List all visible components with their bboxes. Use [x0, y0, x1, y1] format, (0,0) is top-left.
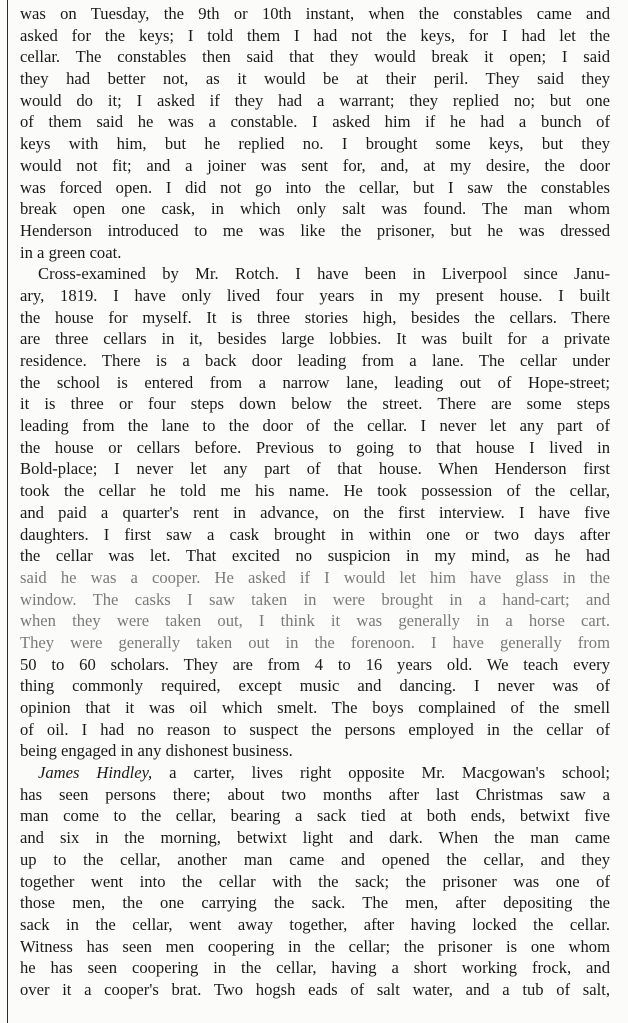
article-column	[20, 3, 610, 1001]
article-line: would do it; I asked if they had a warrant; they replied no; but one	[20, 90, 610, 110]
article-line: was on Tuesday, the 9th or 10th instant, when the constables came and	[20, 4, 610, 23]
article-line: 50 to 60 scholars. They are from 4 to 16 years old. We teach every	[20, 654, 610, 674]
article-line: window. The casks I saw taken in were brought in a hand-cart; and	[20, 589, 610, 609]
article-line: Bold-place; I never let any part of that house. When Henderson first	[20, 459, 610, 479]
article-line: in a green coat.	[20, 242, 122, 262]
article-body-part-2	[20, 784, 610, 1001]
article-line: keys with him, but he replied no. I brought some keys, but they	[20, 134, 610, 154]
article-line: when they were taken out, I think it was generally in a horse cart.	[20, 611, 610, 631]
article-line: would not fit; and a joiner was sent for, and, at my desire, the door	[20, 155, 610, 175]
article-line: the cellar was let. That excited no suspicion in my mind, as he had	[20, 546, 610, 566]
article-line: man come to the cellar, bearing a sack tied at both ends, betwixt five	[20, 806, 610, 826]
article-line: thing commonly required, except music and dancing. I never was of	[20, 676, 610, 696]
article-line: Witness has seen men coopering in the cellar; the prisoner is one whom	[20, 936, 610, 956]
article-line: and six in the morning, betwixt light and dark. When the man came	[20, 828, 610, 848]
article-line: took the cellar he told me his name. He took possession of the cellar,	[20, 481, 610, 501]
article-line: it is three or four steps down below the street. There are some steps	[20, 394, 610, 414]
article-line: up to the cellar, another man came and opened the cellar, and they	[20, 849, 610, 869]
article-line: has seen persons there; about two months after last Christmas saw a	[20, 784, 610, 804]
article-line: Cross-examined by Mr. Rotch. I have been in Liverpool since Janu-	[38, 264, 610, 284]
article-line: the school is entered from a narrow lane, leading out of Hope-street;	[20, 372, 610, 392]
article-line: said he was a cooper. He asked if I would let him have glass in the	[20, 567, 610, 587]
article-line: sack in the cellar, went away together, after having locked the cellar.	[20, 914, 610, 934]
article-line: over it a cooper's brat. Two hogsh eads of salt water, and a tub of salt,	[20, 979, 610, 999]
witness-name: James Hindley,	[38, 763, 153, 783]
article-line: was forced open. I did not go into the cellar, but I saw the constables	[20, 177, 610, 197]
article-line: ary, 1819. I have only lived four years in my present house. I built	[20, 285, 610, 305]
article-line: They were generally taken out in the forenoon. I have generally from	[20, 632, 610, 652]
article-line: daughters. I first saw a cask brought in within one or two days after	[20, 524, 610, 544]
article-body-part-1	[20, 3, 610, 762]
article-line: asked for the keys; I told them I had not the keys, for I had let the	[20, 25, 610, 45]
article-line: of oil. I had no reason to suspect the persons employed in the cellar of	[20, 719, 610, 739]
article-line: the house or cellars before. Previous to going to that house I lived in	[20, 437, 610, 457]
article-line: cellar. The constables then said that they would break it open; I said	[20, 47, 610, 67]
article-line: of them said he was a constable. I asked him if he had a bunch of	[20, 112, 610, 132]
article-line: opinion that it was oil which smelt. The boys complained of the smell	[20, 698, 610, 717]
article-line: he has seen coopering in the cellar, having a short working frock, and	[20, 958, 610, 978]
article-line: break open one cask, in which only salt was found. The man whom	[20, 199, 610, 219]
article-line	[20, 762, 610, 784]
article-line: those men, the one carrying the sack. The men, after depositing the	[20, 893, 610, 913]
article-line: Henderson introduced to me was like the prisoner, but he was dressed	[20, 220, 610, 240]
article-line: together went into the cellar with the sack; the prisoner was one of	[20, 871, 610, 891]
article-line: and paid a quarter's rent in advance, on the first interview. I have five	[20, 502, 610, 522]
article-line: residence. There is a back door leading from a lane. The cellar under	[20, 351, 610, 370]
article-line: they had better not, as it would be at their peril. They said they	[20, 69, 610, 89]
witness-intro: a carter, lives right opposite Mr. Macgowan's school;	[152, 763, 610, 783]
column-rule	[7, 0, 8, 1023]
article-line: the house for myself. It is three stories high, besides the cellars. There	[20, 307, 610, 327]
article-line: leading from the lane to the door of the cellar. I never let any part of	[20, 416, 610, 436]
article-line: being engaged in any dishonest business.	[20, 741, 293, 761]
article-line: are three cellars in it, besides large lobbies. It was built for a private	[20, 329, 610, 349]
